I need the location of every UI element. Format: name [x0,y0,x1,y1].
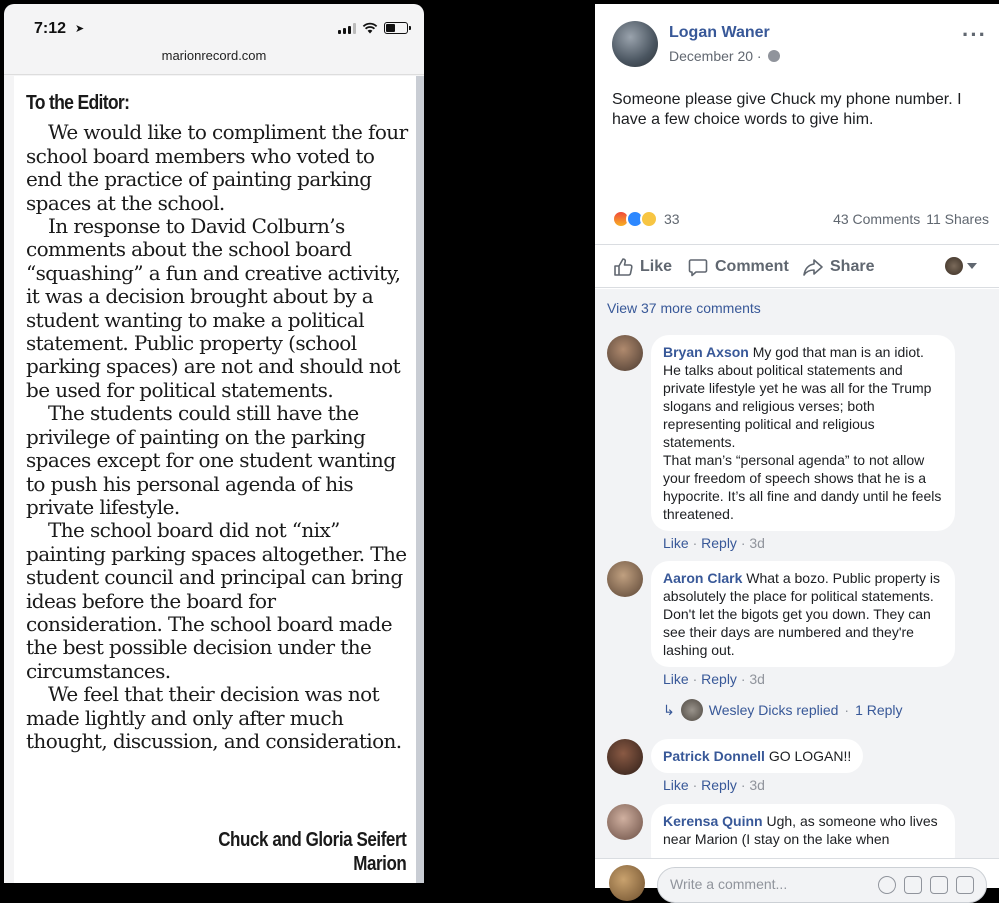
letter-paragraph: In response to David Colburn’s comments about the school board “squashing” a fun and creative activity, it was a decision brought about by a student wanting to make a political statement. Public property (school parking spaces) are not and should not be used for political statements. [26,214,401,402]
gif-icon[interactable] [930,876,948,894]
reaction-count: 33 [664,211,680,227]
comment-text: Ugh, as someone who lives near Marion (I stay on the lake when [663,813,938,847]
comment-composer [595,858,999,892]
post-action-bar [595,244,999,288]
battery-icon [384,22,408,34]
newspaper-clipping [14,76,416,883]
comment-placeholder: Write a comment... [670,876,788,892]
letter-paragraph: The students could still have the privilege of painting on the parking spaces except for one student wanting to push his personal agenda of his private lifestyle. [26,401,396,519]
status-icons [338,22,408,34]
profile-avatar [945,257,963,275]
commenter-name[interactable]: Bryan Axson [663,344,749,360]
post-date-text[interactable]: December 20 · [669,48,762,64]
comment-bubble [651,561,955,667]
letter-paragraph: The school board did not “nix” painting parking spaces altogether. The student council and principal can bring ideas before the board for consideration. The school board made the best possible decision under the circumstances. [26,518,407,683]
commenter-name[interactable]: Aaron Clark [663,570,743,586]
status-bar [4,4,424,48]
letter-signature [218,828,406,876]
comment-actions: Like · Reply · 3d [663,671,765,687]
comment-like-link[interactable]: Like [663,777,689,793]
comment-text: My god that man is an idiot. He talks about political statements and private lifestyle yet he was all for the Trump slogans and religious verses; both representing political and religious statements. [663,344,932,450]
comment-time[interactable]: 3d [749,535,765,551]
emoji-icon[interactable] [878,876,896,894]
comment-bubble [651,335,955,531]
comment-input[interactable] [657,867,987,903]
comment-label: Comment [715,258,789,275]
location-arrow-icon: ➤ [75,23,85,35]
comment-button[interactable] [687,256,789,278]
thumbs-up-icon [612,256,634,278]
comments-count[interactable]: 43 Comments [833,211,921,227]
comments-section [595,289,999,883]
comment-item [607,804,987,858]
camera-icon[interactable] [904,876,922,894]
commenter-avatar[interactable] [607,561,643,597]
replier-avatar [681,699,703,721]
post-text: Someone please give Chuck my phone number. I have a few choice words to give him. [612,91,962,128]
my-avatar [609,865,645,901]
comment-icon [687,256,709,278]
more-options-icon[interactable]: ··· [962,22,987,47]
signal-icon [338,23,356,34]
commenter-avatar[interactable] [607,804,643,840]
like-label: Like [640,258,673,275]
commenter-avatar[interactable] [607,739,643,775]
share-label: Share [830,258,875,275]
chevron-down-icon [967,263,977,269]
post-date[interactable] [669,48,780,64]
sticker-icon[interactable] [956,876,974,894]
commenter-name[interactable]: Kerensa Quinn [663,813,763,829]
comment-actions: Like · Reply · 3d [663,777,765,793]
facebook-post [595,4,999,892]
like-button[interactable] [612,256,672,278]
comment-time[interactable]: 3d [749,671,765,687]
comment-bubble [651,739,863,773]
engagement-counts [833,211,989,227]
letter-paragraph: We feel that their decision was not made lightly and only after much thought, discussion, and consideration. [26,682,402,753]
comment-text: What a bozo. Public property is absolutely the place for political statements. Don't let the bigots get you down. They can see their days are numbered and they're lashing out. [663,570,941,658]
author-avatar[interactable] [612,21,658,67]
letter-paragraph: We would like to compliment the four school board members who voted to end the practice of painting parking spaces at the school. [26,120,408,215]
wow-reaction-icon [640,210,658,228]
commenter-avatar[interactable] [607,335,643,371]
comment-reply-link[interactable]: Reply [701,671,737,687]
comment-reply-link[interactable]: Reply [701,535,737,551]
share-icon [802,256,824,278]
wifi-icon [362,22,378,34]
url-divider [4,74,424,75]
shares-count[interactable]: 11 Shares [926,211,989,227]
letter-heading: To the Editor: [26,92,130,114]
reply-arrow-icon: ↳ [663,701,675,718]
letter-body [26,92,412,753]
page-edge [416,76,424,883]
replier-name[interactable]: Wesley Dicks replied [708,702,839,718]
globe-icon [768,50,780,62]
reaction-summary[interactable] [612,210,680,228]
comment-like-link[interactable]: Like [663,671,689,687]
phone-screen [4,4,424,883]
comment-text: That man’s “personal agenda” to not allow your freedom of speech shows that he is a hypocrite. It’s all fine and dandy until he feels threatened. [663,452,942,522]
comment-reply-link[interactable]: Reply [701,777,737,793]
comment-actions: Like · Reply · 3d [663,535,765,551]
signature-town: Marion [352,853,406,875]
reply-count[interactable]: 1 Reply [855,702,903,718]
signature-names: Chuck and Gloria Seifert [217,829,406,851]
comment-time[interactable]: 3d [749,777,765,793]
commenter-name[interactable]: Patrick Donnell [663,748,765,764]
comment-text: GO LOGAN!! [768,748,852,764]
share-button[interactable] [802,256,874,278]
status-time: 7:12 [34,20,67,37]
composer-icons [878,876,974,894]
comment-like-link[interactable]: Like [663,535,689,551]
post-header [595,4,999,84]
post-author-name[interactable]: Logan Waner [669,24,770,41]
browser-url[interactable]: marionrecord.com [161,48,267,63]
view-more-comments-link[interactable]: View 37 more comments [607,300,761,316]
identity-selector[interactable] [945,257,977,275]
reply-summary[interactable]: ↳ Wesley Dicks replied · 1 Reply [663,699,903,721]
